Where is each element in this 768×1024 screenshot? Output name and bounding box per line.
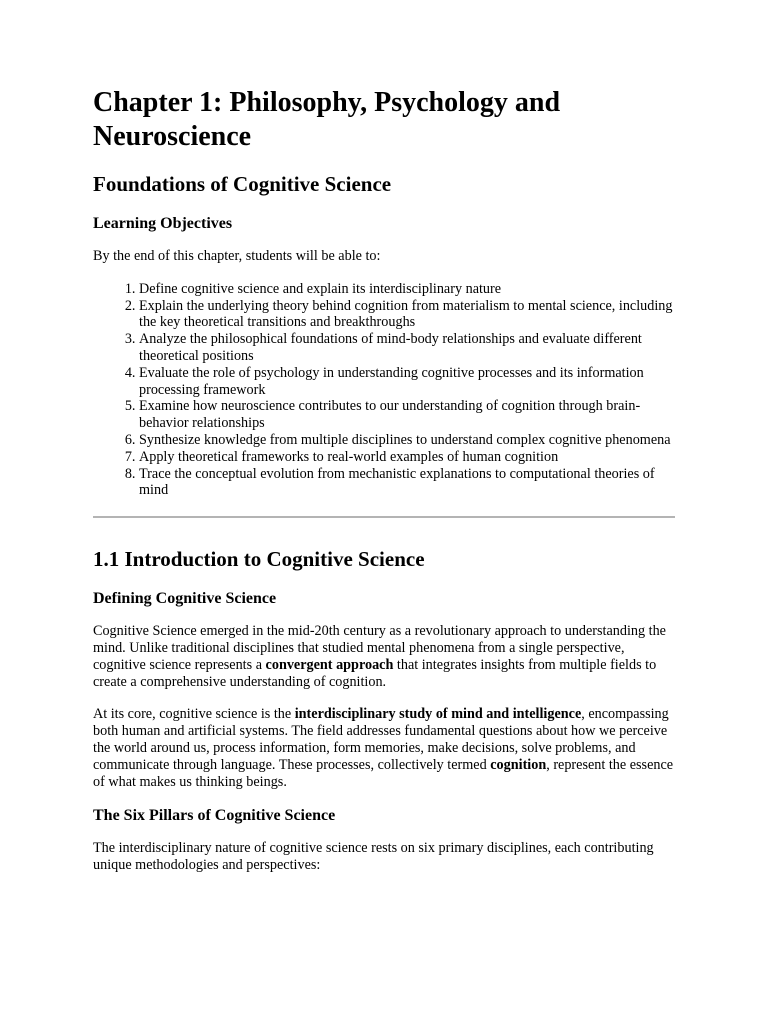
- list-item: 8. Trace the conceptual evolution from mechanistic explanations to computational theories of mind: [139, 466, 677, 500]
- chapter-subtitle: Foundations of Cognitive Science: [93, 172, 392, 196]
- list-item: 5. Examine how neuroscience contributes to our understanding of cognition through brain-behavior relationships: [139, 398, 677, 432]
- list-item: 3. Analyze the philosophical foundations of mind-body relationships and evaluate different theoretical positions: [139, 331, 677, 365]
- chapter-title: Chapter 1: Philosophy, Psychology and Neuroscience: [93, 87, 561, 152]
- bold-term: interdisciplinary study of mind and intelligence: [294, 706, 582, 723]
- bold-term: cognition: [490, 756, 547, 773]
- document-page: [93, 86, 677, 890]
- bold-term: convergent approach: [265, 656, 394, 673]
- text-run: , encompassing both human and artificial systems. The field addresses fundamental questions about how we perceive the world around us, process information, form memories, make decisions, solve problems, and communicate through language. These processes, collectively termed: [93, 706, 669, 773]
- list-item: 4. Evaluate the role of psychology in understanding cognitive processes and its information processing framework: [139, 365, 677, 399]
- defining-paragraph-2: [93, 706, 677, 790]
- text-run: , represent the essence of what makes us thinking beings.: [93, 756, 674, 790]
- learning-objectives-heading: Learning Objectives: [93, 215, 233, 232]
- pillars-heading: The Six Pillars of Cognitive Science: [93, 807, 336, 825]
- list-item: 1. Define cognitive science and explain its interdisciplinary nature: [139, 281, 677, 298]
- list-item: 7. Apply theoretical frameworks to real-world examples of human cognition: [139, 449, 677, 466]
- defining-heading: Defining Cognitive Science: [93, 590, 277, 608]
- section-heading-1-1: 1.1 Introduction to Cognitive Science: [93, 547, 425, 572]
- objectives-list: [93, 281, 677, 499]
- text-run: that integrates insights from multiple fields to create a comprehensive understanding of cognition.: [93, 656, 657, 690]
- defining-paragraph-1: [93, 623, 677, 690]
- pillars-intro: The interdisciplinary nature of cognitive science rests on six primary disciplines, each contributing unique methodologies and perspectives:: [93, 840, 654, 874]
- list-item: 6. Synthesize knowledge from multiple disciplines to understand complex cognitive phenomena: [139, 432, 677, 449]
- section-divider: [93, 516, 675, 518]
- text-run: At its core, cognitive science is the: [93, 706, 295, 723]
- text-run: Cognitive Science emerged in the mid-20th century as a revolutionary approach to understanding the mind. Unlike traditional disciplines that studied mental phenomena from a single perspective, cognitive science represents a: [93, 623, 666, 673]
- list-item: 2. Explain the underlying theory behind cognition from materialism to mental science, including the key theoretical transitions and breakthroughs: [139, 298, 677, 332]
- objectives-intro: By the end of this chapter, students will be able to:: [93, 248, 381, 264]
